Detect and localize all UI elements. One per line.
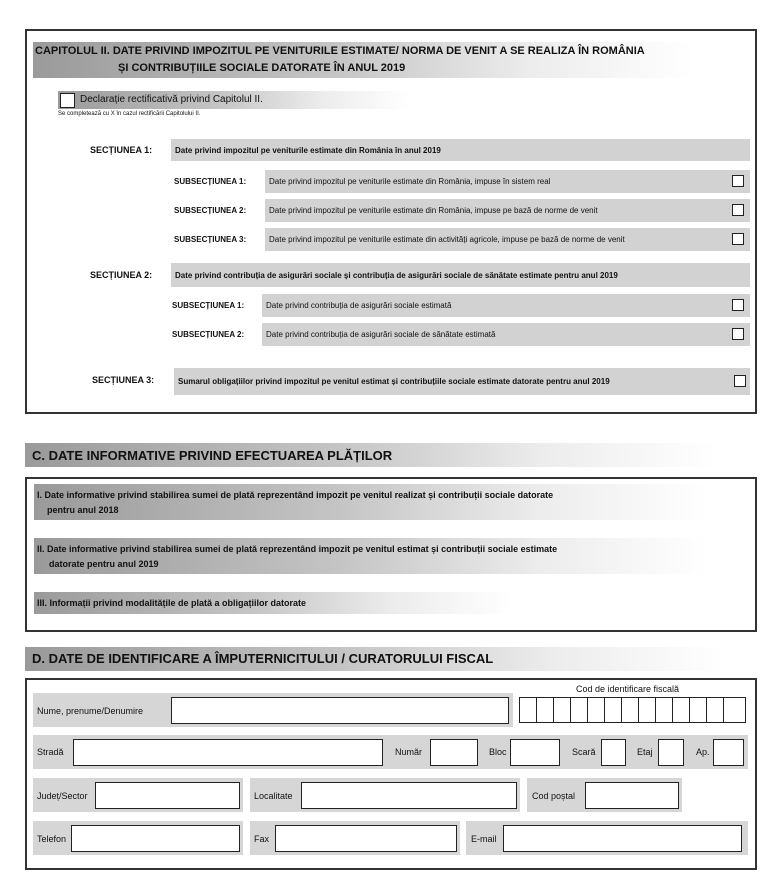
- s1-sub1-checkbox[interactable]: [732, 175, 744, 187]
- bloc-label: Bloc: [489, 747, 507, 757]
- numar-input[interactable]: [430, 739, 478, 766]
- sectiunea2-title: Date privind contribuția de asigurări sociale și contribuția de asigurări sociale de sănătate estimate pentru anul 2019: [175, 271, 618, 280]
- email-label: E-mail: [471, 834, 497, 844]
- cif-label: Cod de identificare fiscală: [576, 684, 680, 694]
- strada-label: Stradă: [37, 747, 64, 757]
- judet-label: Județ/Sector: [37, 791, 88, 801]
- numar-label: Număr: [395, 747, 423, 757]
- s1-sub2-text: Date privind impozitul pe veniturile estimate din România, impuse pe bază de norme de venit: [269, 206, 598, 215]
- strada-input[interactable]: [73, 739, 383, 766]
- secC-i-line2: pentru anul 2018: [47, 505, 119, 515]
- s1-sub2-label: SUBSECȚIUNEA 2:: [174, 206, 247, 215]
- sectiunea1-title: Date privind impozitul pe veniturile estimate din România în anul 2019: [175, 146, 441, 155]
- scara-input[interactable]: [601, 739, 626, 766]
- scara-label: Scară: [572, 747, 596, 757]
- secC-iii: III. Informații privind modalitățile de plată a obligațiilor datorate: [37, 598, 307, 608]
- s1-sub1-label: SUBSECȚIUNEA 1:: [174, 177, 247, 186]
- s2-sub2-text: Date privind contribuția de asigurări sociale de sănătate estimată: [266, 330, 496, 339]
- s1-sub1-text: Date privind impozitul pe veniturile estimate din România, impuse în sistem real: [269, 177, 551, 186]
- s2-sub1-text: Date privind contribuția de asigurări sociale estimată: [266, 301, 452, 310]
- ap-label: Ap.: [696, 747, 710, 757]
- secC-ii-line1: II. Date informative privind stabilirea sumei de plată reprezentând impozit pe venitul estimat și contribuții sociale estimate: [37, 544, 558, 554]
- sectiunea1-label: SECȚIUNEA 1:: [90, 145, 153, 155]
- secC-title: C. DATE INFORMATIVE PRIVIND EFECTUAREA PLĂȚILOR: [32, 448, 393, 463]
- ap-input[interactable]: [713, 739, 744, 766]
- s1-sub2-checkbox[interactable]: [732, 204, 744, 216]
- cif-grid[interactable]: [519, 697, 746, 723]
- s2-sub1-label: SUBSECȚIUNEA 1:: [172, 301, 245, 310]
- cod-postal-input[interactable]: [585, 782, 679, 809]
- localitate-label: Localitate: [254, 791, 293, 801]
- telefon-label: Telefon: [37, 834, 67, 844]
- cod-postal-label: Cod poștal: [532, 791, 576, 801]
- s2-sub2-label: SUBSECȚIUNEA 2:: [172, 330, 245, 339]
- sectiunea3-title: Sumarul obligațiilor privind impozitul pe venitul estimat și contribuțiile sociale estimate datorate pentru anul 2019: [178, 377, 610, 386]
- fax-input[interactable]: [275, 825, 457, 852]
- judet-input[interactable]: [95, 782, 240, 809]
- cap2-title-line2: ȘI CONTRIBUȚIILE SOCIALE DATORATE ÎN ANUL 2019: [118, 62, 406, 74]
- s3-checkbox[interactable]: [734, 375, 746, 387]
- secC-ii-line2: datorate pentru anul 2019: [49, 559, 159, 569]
- secC-i-line1: I. Date informative privind stabilirea sumei de plată reprezentând impozit pe venitul realizat și contribuții sociale datorate: [37, 490, 554, 500]
- s2-sub1-checkbox[interactable]: [732, 299, 744, 311]
- secD-title: D. DATE DE IDENTIFICARE A ÎMPUTERNICITULUI / CURATORULUI FISCAL: [32, 651, 494, 666]
- nume-label: Nume, prenume/Denumire: [37, 706, 144, 716]
- etaj-label: Etaj: [637, 747, 653, 757]
- sectiunea3-label: SECȚIUNEA 3:: [92, 375, 155, 385]
- nume-input[interactable]: [171, 697, 509, 724]
- localitate-input[interactable]: [301, 782, 517, 809]
- cap2-title-line1: CAPITOLUL II. DATE PRIVIND IMPOZITUL PE VENITURILE ESTIMATE/ NORMA DE VENIT A SE REALIZA ÎN ROMÂNIA: [35, 45, 645, 57]
- telefon-input[interactable]: [71, 825, 240, 852]
- fax-label: Fax: [254, 834, 270, 844]
- s1-sub3-text: Date privind impozitul pe veniturile estimate din activități agricole, impuse pe bază de norme de venit: [269, 235, 625, 244]
- etaj-input[interactable]: [658, 739, 684, 766]
- rectificativa-label: Declarație rectificativă privind Capitolul II.: [80, 94, 263, 105]
- sectiunea2-label: SECȚIUNEA 2:: [90, 270, 153, 280]
- rectificativa-checkbox[interactable]: [60, 93, 75, 108]
- s2-sub2-checkbox[interactable]: [732, 328, 744, 340]
- rectificativa-note: Se completează cu X în cazul rectificării Capitolului II.: [58, 111, 201, 117]
- s1-sub3-checkbox[interactable]: [732, 233, 744, 245]
- s1-sub3-label: SUBSECȚIUNEA 3:: [174, 235, 247, 244]
- email-input[interactable]: [503, 825, 742, 852]
- bloc-input[interactable]: [510, 739, 560, 766]
